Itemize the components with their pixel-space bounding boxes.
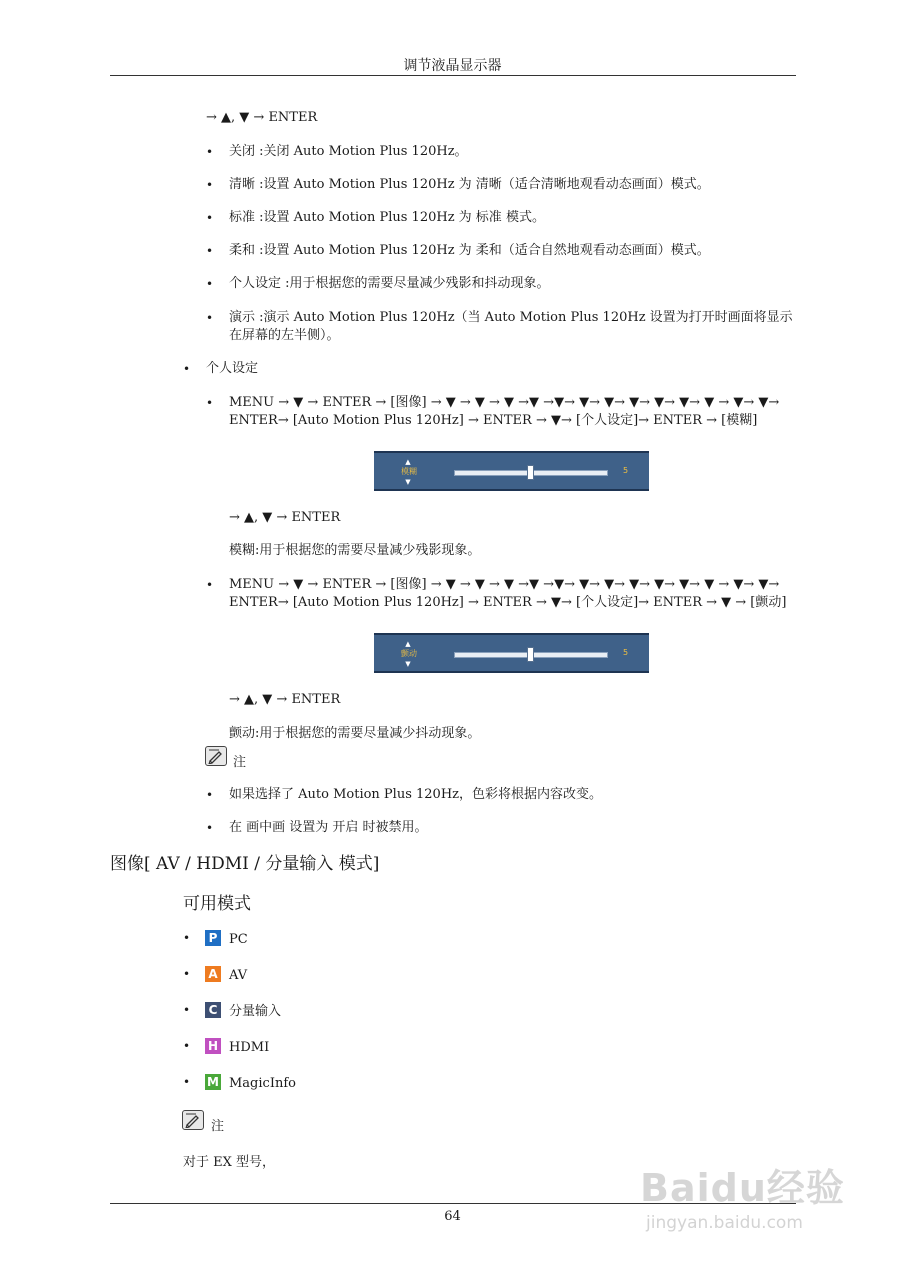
note-text: 对于 EX 型号， (183, 1155, 276, 1170)
menu-path: MENU → ▼ → ENTER → [图像] → ▼ → ▼ → ▼ →▼ →▼→ ▼→ ▼→ ▼→ ▼→ ▼→ ▼ → ▼→ ▼→ ENTER→ [Auto Motion Plus 120Hz] → ENTER → ▼→ [个人设定]→ ENTER → ▼ → [颤动] (229, 577, 787, 610)
osd-label: 模糊 (401, 467, 417, 476)
list-item (229, 242, 710, 260)
mode-label: PC (229, 932, 248, 947)
mode-label: 分量输入 (229, 1004, 282, 1019)
bullet: • (183, 362, 191, 376)
osd-judder-slider (374, 633, 649, 673)
bullet: • (206, 578, 214, 592)
item-term: 柔和 (229, 243, 256, 258)
watermark-brand: Baidu经验 (640, 1166, 845, 1210)
note-item: 如果选择了 Auto Motion Plus 120Hz，色彩将根据内容改变。 (229, 787, 603, 802)
section-subtitle: 个人设定 (206, 361, 259, 376)
item-term: 演示 (229, 310, 256, 325)
arrows-instruction: → ▲, ▼ → ENTER (229, 692, 341, 707)
note-label: 注 (233, 755, 247, 770)
item-text: :设置 Auto Motion Plus 120Hz 为 柔和（适合自然地观看动态画面）模式。 (259, 243, 710, 258)
section-subtitle: 可用模式 (183, 894, 251, 914)
menu-path: MENU → ▼ → ENTER → [图像] → ▼ → ▼ → ▼ →▼ →▼→ ▼→ ▼→ ▼→ ▼→ ▼→ ▼ → ▼→ ▼→ ENTER→ [Auto Motion Plus 120Hz] → ENTER → ▼→ [个人设定]→ ENTER → [模糊] (229, 395, 780, 428)
bullet: • (206, 277, 214, 291)
note-icon (182, 1110, 204, 1130)
list-item (229, 275, 550, 293)
up-down-arrows-icon: ▲ ▼ (405, 458, 411, 486)
item-text: :关闭 Auto Motion Plus 120Hz。 (259, 144, 468, 159)
list-item (229, 176, 710, 194)
component-mode-icon: C (205, 1002, 221, 1018)
osd-value: 5 (623, 648, 629, 657)
note-item: 在 画中画 设置为 开启 时被禁用。 (229, 820, 428, 835)
list-item (229, 143, 468, 161)
item-text: :用于根据您的需要尽量减少残影和抖动现象。 (285, 276, 550, 291)
item-term: 个人设定 (229, 276, 282, 291)
bullet: • (183, 1003, 191, 1017)
mode-label: MagicInfo (229, 1076, 296, 1091)
header-divider (110, 75, 796, 76)
slider-knob (527, 647, 534, 662)
list-item (229, 209, 545, 227)
item-text: :设置 Auto Motion Plus 120Hz 为 清晰（适合清晰地观看动态画面）模式。 (259, 177, 710, 192)
bullet: • (206, 311, 214, 325)
mode-label: HDMI (229, 1040, 270, 1055)
pc-mode-icon: P (205, 930, 221, 946)
item-term: 清晰 (229, 177, 256, 192)
bullet: • (206, 244, 214, 258)
description: 颤动:用于根据您的需要尽量减少抖动现象。 (229, 726, 481, 741)
osd-value: 5 (623, 466, 629, 475)
bullet: • (183, 1039, 191, 1053)
osd-blur-slider (374, 451, 649, 491)
mode-label: AV (229, 968, 248, 983)
item-term: 标准 (229, 210, 256, 225)
arrows-instruction: → ▲, ▼ → ENTER (206, 110, 318, 125)
baidu-watermark (640, 1145, 860, 1245)
bullet: • (206, 211, 214, 225)
page-number: 64 (444, 1209, 461, 1224)
watermark-url: jingyan.baidu.com (646, 1213, 803, 1233)
bullet: • (183, 1075, 191, 1089)
bullet: • (206, 178, 214, 192)
item-term: 关闭 (229, 144, 256, 159)
item-text: :设置 Auto Motion Plus 120Hz 为 标准 模式。 (259, 210, 545, 225)
bullet: • (183, 931, 191, 945)
bullet: • (206, 788, 214, 802)
osd-label: 颤动 (401, 649, 417, 658)
bullet: • (206, 145, 214, 159)
slider-knob (527, 465, 534, 480)
page-header-title: 调节液晶显示器 (403, 58, 502, 74)
bullet: • (183, 967, 191, 981)
bullet: • (206, 396, 214, 410)
note-label: 注 (211, 1119, 225, 1134)
up-down-arrows-icon: ▲ ▼ (405, 640, 411, 668)
note-icon (205, 746, 227, 766)
bullet: • (206, 821, 214, 835)
list-item (229, 309, 801, 345)
item-text: :演示 Auto Motion Plus 120Hz（当 Auto Motion Plus 120Hz 设置为打开时画面将显示在屏幕的左半侧）。 (229, 310, 793, 343)
hdmi-mode-icon: H (205, 1038, 221, 1054)
magicinfo-mode-icon: M (205, 1074, 221, 1090)
arrows-instruction: → ▲, ▼ → ENTER (229, 510, 341, 525)
section-title: 图像[ AV / HDMI / 分量输入 模式] (110, 854, 380, 874)
av-mode-icon: A (205, 966, 221, 982)
description: 模糊:用于根据您的需要尽量减少残影现象。 (229, 543, 481, 558)
